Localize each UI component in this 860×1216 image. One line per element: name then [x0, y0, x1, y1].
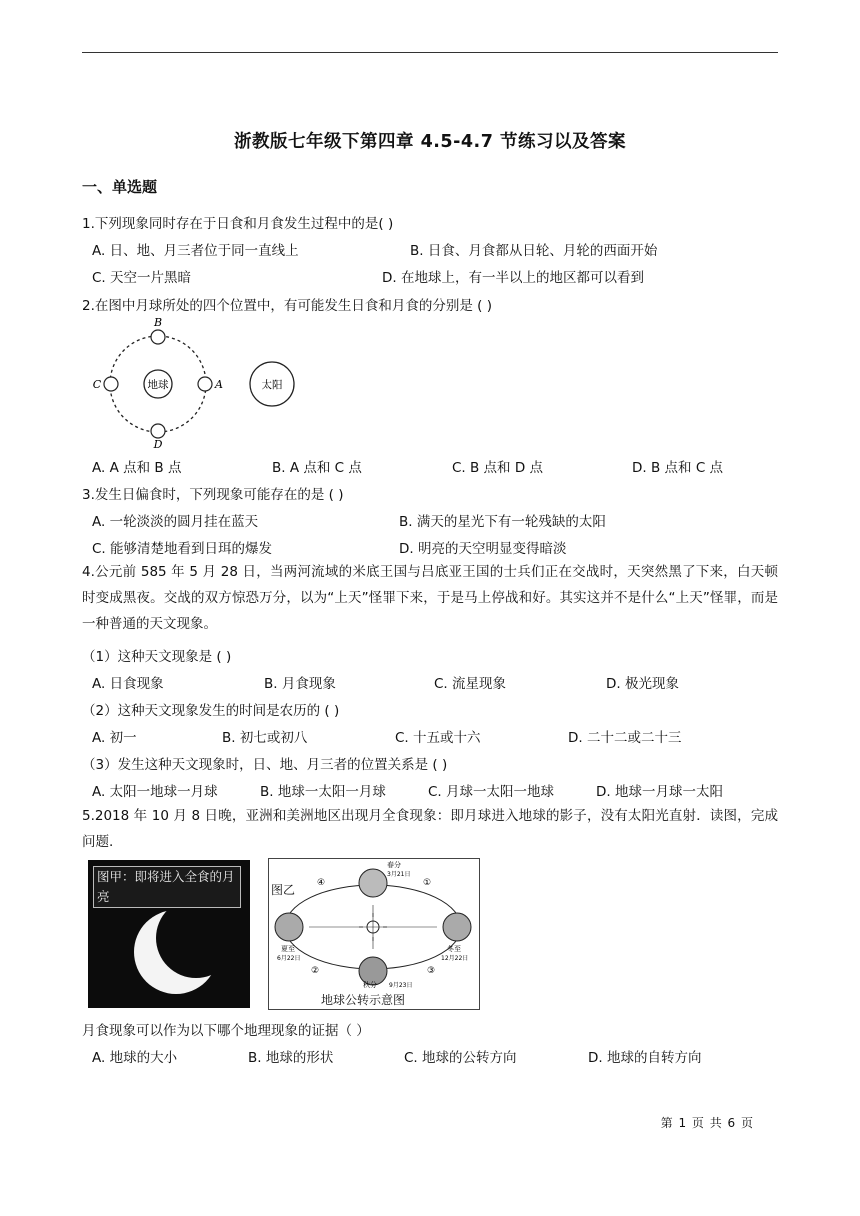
section-heading: 一、单选题 — [82, 178, 158, 196]
q4-sub3-option-d: D. 地球一月球一太阳 — [596, 784, 723, 800]
label-n2: ② — [311, 966, 320, 976]
q5-option-d: D. 地球的自转方向 — [588, 1050, 702, 1066]
q4-sub1-stem: （1）这种天文现象是 ( ) — [82, 649, 232, 665]
header-rule — [82, 52, 778, 53]
q5-option-b: B. 地球的形状 — [248, 1050, 334, 1066]
q4-sub1-option-b: B. 月食现象 — [264, 676, 336, 692]
q4-sub3-stem: （3）发生这种天文现象时，日、地、月三者的位置关系是 ( ) — [82, 757, 448, 773]
earth-label: 地球 — [147, 379, 169, 391]
q4-sub3-option-a: A. 太阳一地球一月球 — [92, 784, 218, 800]
label-summer: 夏至 — [281, 945, 295, 953]
q2-option-d: D. B 点和 C 点 — [632, 460, 724, 476]
photo-caption: 图甲：即将进入全食的月亮 — [93, 866, 241, 908]
q4-sub2-option-b: B. 初七或初八 — [222, 730, 308, 746]
moon-b — [151, 330, 165, 344]
label-a: A — [215, 378, 223, 391]
q1-option-c: C. 天空一片黑暗 — [92, 270, 192, 286]
q1-option-b: B. 日食、月食都从日轮、月轮的西面开始 — [410, 243, 658, 259]
q3-option-b: B. 满天的星光下有一轮残缺的太阳 — [399, 514, 606, 530]
crescent-moon-icon — [88, 860, 250, 1008]
question-5-stem: 5.2018 年 10 月 8 日晚，亚洲和美洲地区出现月全食现象：即月球进入地球的影子，没有太阳光直射．读图，完成问题. — [82, 808, 778, 850]
label-autumn: 秋分 — [363, 981, 377, 989]
q4-sub1-option-a: A. 日食现象 — [92, 676, 164, 692]
q1-option-d: D. 在地球上，有一半以上的地区都可以看到 — [382, 270, 644, 286]
label-winter: 冬至 — [447, 945, 461, 953]
label-n1: ① — [423, 878, 432, 888]
label-spring-date: 3月21日 — [387, 871, 411, 878]
q5-option-c: C. 地球的公转方向 — [404, 1050, 517, 1066]
lunar-eclipse-photo — [88, 860, 250, 1008]
q2-option-b: B. A 点和 C 点 — [272, 460, 362, 476]
q3-option-c: C. 能够清楚地看到日珥的爆发 — [92, 541, 273, 557]
q2-option-c: C. B 点和 D 点 — [452, 460, 544, 476]
label-autumn-date: 9月23日 — [389, 982, 413, 989]
moon-d — [151, 424, 165, 438]
figure-b-label: 图乙 — [271, 883, 296, 897]
q4-sub3-option-b: B. 地球一太阳一月球 — [260, 784, 386, 800]
orbit-svg — [269, 859, 479, 991]
q4-sub2-option-c: C. 十五或十六 — [395, 730, 481, 746]
label-winter-date: 12月22日 — [441, 955, 469, 962]
q5-option-a: A. 地球的大小 — [92, 1050, 178, 1066]
q4-sub2-stem: （2）这种天文现象发生的时间是农历的 ( ) — [82, 703, 340, 719]
label-d: D — [153, 438, 163, 450]
q4-sub1-option-c: C. 流星现象 — [434, 676, 507, 692]
q4-sub2-option-d: D. 二十二或二十三 — [568, 730, 682, 746]
moon-c — [104, 377, 118, 391]
q4-sub3-option-c: C. 月球一太阳一地球 — [428, 784, 555, 800]
label-b: B — [153, 316, 163, 329]
q4-sub1-option-d: D. 极光现象 — [606, 676, 679, 692]
q5-sub-stem: 月食现象可以作为以下哪个地理现象的证据（ ） — [82, 1023, 370, 1039]
earth-summer — [275, 913, 303, 941]
label-n4: ④ — [317, 878, 326, 888]
moon-position-diagram — [86, 316, 306, 450]
question-3-stem: 3.发生日偏食时，下列现象可能存在的是 ( ) — [82, 487, 344, 503]
moon-a — [198, 377, 212, 391]
question-2-stem: 2.在图中月球所处的四个位置中，有可能发生日食和月食的分别是 ( ) — [82, 298, 492, 314]
document-title: 浙教版七年级下第四章 4.5-4.7 节练习以及答案 — [234, 132, 626, 152]
label-c: C — [92, 378, 102, 391]
q2-option-a: A. A 点和 B 点 — [92, 460, 182, 476]
label-n3: ③ — [427, 966, 436, 976]
label-spring: 春分 — [387, 861, 401, 869]
earth-revolution-diagram — [268, 858, 480, 1010]
sun-label: 太阳 — [261, 379, 283, 391]
question-4-stem: 4.公元前 585 年 5 月 28 日，当两河流域的米底王国与吕底亚王国的士兵们正在交战时，天突然黑了下来，白天顿时变成黑夜。交战的双方惊恐万分，以为“上天”怪罪下来，于是马上停战和好。其实这并不是什么“上天”怪罪，而是一种普通的天文现象。 — [82, 564, 778, 632]
label-summer-date: 6月22日 — [277, 955, 301, 962]
earth-winter — [443, 913, 471, 941]
figure-b-caption: 地球公转示意图 — [321, 993, 406, 1007]
page-number-footer: 第 1 页 共 6 页 — [660, 1116, 754, 1130]
q3-option-a: A. 一轮淡淡的圆月挂在蓝天 — [92, 514, 259, 530]
q1-option-a: A. 日、地、月三者位于同一直线上 — [92, 243, 299, 259]
question-1-stem: 1.下列现象同时存在于日食和月食发生过程中的是( ) — [82, 216, 394, 232]
earth-spring — [359, 869, 387, 897]
q4-sub2-option-a: A. 初一 — [92, 730, 137, 746]
q3-option-d: D. 明亮的天空明显变得暗淡 — [399, 541, 567, 557]
